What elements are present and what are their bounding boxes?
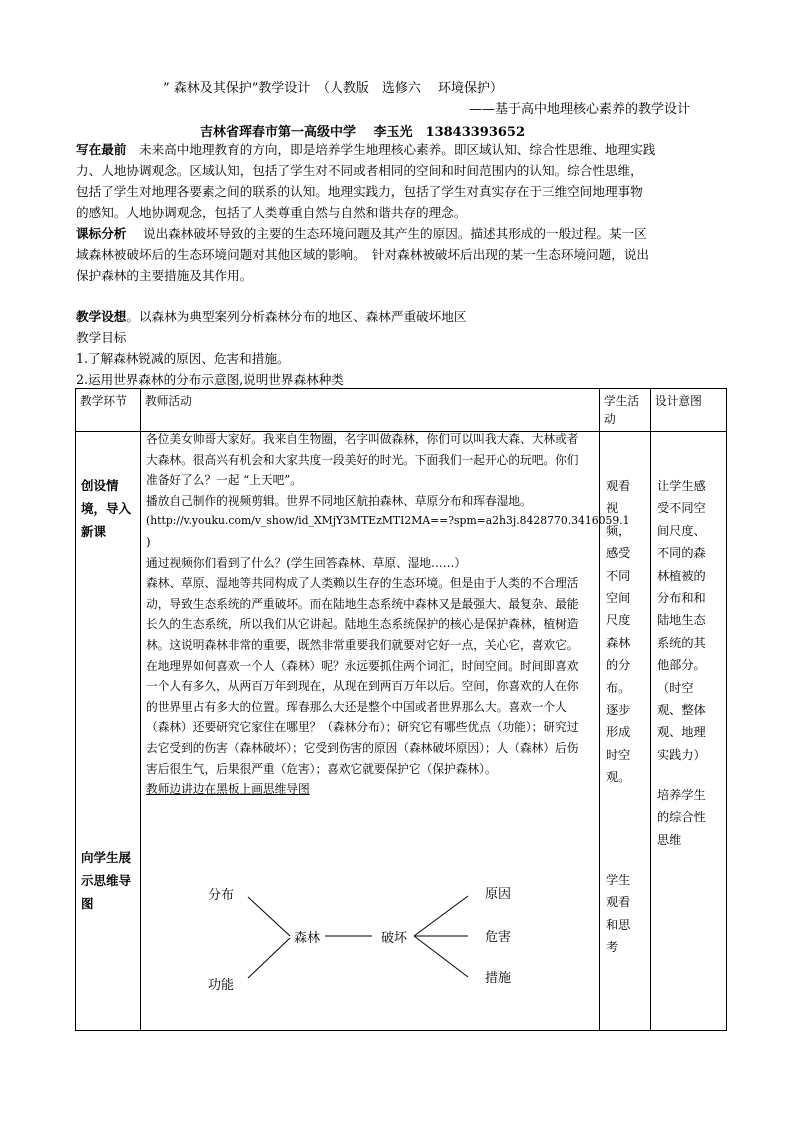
teacher-line: 教师边讲边在黑板上画思维导图: [146, 782, 310, 797]
mindmap-node-measure: 措施: [485, 971, 512, 986]
teacher-line: 林。这说明森林非常的重要，既然非常重要我们就要对它好一点，关心它，喜欢它。: [146, 637, 579, 652]
teacher-line: 播放自己制作的视频剪辑。世界不同地区航拍森林、草原分布和珲春湿地。: [146, 493, 532, 508]
standard-section: [76, 223, 726, 286]
mindmap-node-destruction: 破坏: [381, 931, 408, 946]
document-subtitle: ——基于高中地理核心素养的教学设计: [469, 102, 691, 117]
video-url[interactable]: (http://v.youku.com/v_show/id_XMjY3MTEzMTI2MA==?spm=a2h3j.8428770.3416059.1: [146, 514, 630, 528]
teacher-line: ): [146, 534, 151, 549]
table-header-row: [76, 389, 727, 432]
teacher-line: 在地理界如何喜欢一个人（森林）呢？永远要抓住两个词汇，时间空间。时间即喜欢: [146, 658, 579, 673]
goal-item: 2.运用世界森林的分布示意图,说明世界森林种类: [76, 372, 344, 387]
section-mindmap-label: 向学生展示思维导图: [81, 850, 132, 911]
standard-line: 保护森林的主要措施及其作用。: [76, 268, 253, 283]
teacher-line: 森林、草原、湿地等共同构成了人类赖以生存的生态环境。但是由于人类的不合理活: [146, 576, 579, 591]
design-intent-2: 培养学生的综合性思维: [657, 788, 706, 847]
mindmap-node-cause: 原因: [485, 887, 512, 902]
header-stage: 教学环节: [80, 394, 127, 408]
design-label: 教学设想: [76, 309, 127, 324]
teacher-line: 动，导致生态系统的严重破坏。而在陆地生态系统中森林又是最强大、最复杂、最能: [146, 596, 579, 611]
teacher-line: 通过视频你们看到了什么？(学生回答森林、草原、湿地……）: [146, 555, 467, 570]
teacher-line: 去它受到的伤害（森林破坏）；它受到伤害的原因（森林破坏原因）；人（森林）后伤: [146, 740, 579, 755]
design-text: 。以森林为典型案列分析森林分布的地区、森林严重破坏地区: [126, 309, 467, 324]
teacher-line: 的世界里占有多大的位置。珲春那么大还是整个中国或者世界那么大。喜欢一个人: [146, 699, 567, 714]
teacher-line: 长久的生态系统，所以我们从它讲起。陆地生态系统保护的核心是保护森林，植树造: [146, 617, 579, 632]
goal-item: 1.了解森林锐减的原因、危害和措施。: [76, 351, 290, 366]
document-title: ” 森林及其保护”教学设计 （人教版 选修六 环境保护）: [163, 81, 504, 96]
design-intent-1: 让学生感受不同空间尺度、不同的森林植被的分布和和陆地生态系统的其他部分。（时空观、整体观、地理实践力）: [657, 479, 706, 762]
author-line: 吉林省珲春市第一高级中学 李玉光 13843393652: [200, 125, 526, 140]
header-teacher: 教师活动: [145, 394, 192, 408]
intro-line: 包括了学生对地理各要素之间的联系的认知。地理实践力，包括了学生对真实存在于三维空间地理事物: [76, 184, 643, 199]
teacher-line: 大森林。很高兴有机会和大家共度一段美好的时光。下面我们一起开心的玩吧。你们: [146, 452, 579, 467]
intro-line: 未来高中地理教育的方向，即是培养学生地理核心素养。即区域认知、综合性思维、地理实践: [126, 142, 656, 157]
mindmap-node-harm: 危害: [485, 930, 512, 945]
intro-label: 写在最前: [76, 142, 127, 157]
teacher-line: 一个人有多久，从两百万年到现在，从现在到两百万年以后。空间，你喜欢的人在你: [146, 679, 579, 694]
mindmap-node-forest: 森林: [294, 931, 321, 946]
header-intent: 设计意图: [655, 394, 702, 408]
student-activity-1: 观看视频，感受不同空间尺度森林的分布。逐步形成时空观。: [606, 479, 631, 785]
section-intro-label: 创设情境，导入新课: [81, 478, 132, 539]
design-section: [76, 306, 726, 390]
mindmap-node-function: 功能: [208, 978, 235, 993]
teacher-line: 各位美女帅哥大家好。我来自生物圈，名字叫做森林，你们可以叫我大森、大林或者: [146, 432, 579, 446]
student-activity-2: 学生观看和思考: [606, 873, 631, 955]
intro-line: 力、人地协调观念。区域认知，包括了学生对不同或者相同的空间和时间范围内的认知。综合性思维，: [76, 163, 643, 178]
teacher-line: （森林）还要研究它家住在哪里？（森林分布）；研究它有哪些优点（功能）；研究过: [146, 720, 579, 735]
header-student: 学生活动: [604, 394, 640, 426]
goals-heading: 教学目标: [76, 330, 127, 345]
teacher-line: 害后很生气，后果很严重（危害）；喜欢它就要保护它（保护森林）。: [146, 761, 497, 776]
intro-line: 的感知。人地协调观念，包括了人类尊重自然与自然和谐共存的理念。: [76, 205, 467, 220]
standard-line: 说出森林破坏导致的主要的生态环境问题及其产生的原因。描述其形成的一般过程。某一区: [126, 226, 647, 241]
mindmap-node-distribution: 分布: [208, 888, 235, 903]
standard-label: 课标分析: [76, 226, 127, 241]
standard-line: 域森林被破坏后的生态环境问题对其他区域的影响。 针对森林被破坏后出现的某一生态环境问题，说出: [76, 247, 650, 262]
teacher-line: 准备好了么？一起 “上天吧”。: [146, 473, 302, 488]
intro-section: [76, 139, 726, 223]
